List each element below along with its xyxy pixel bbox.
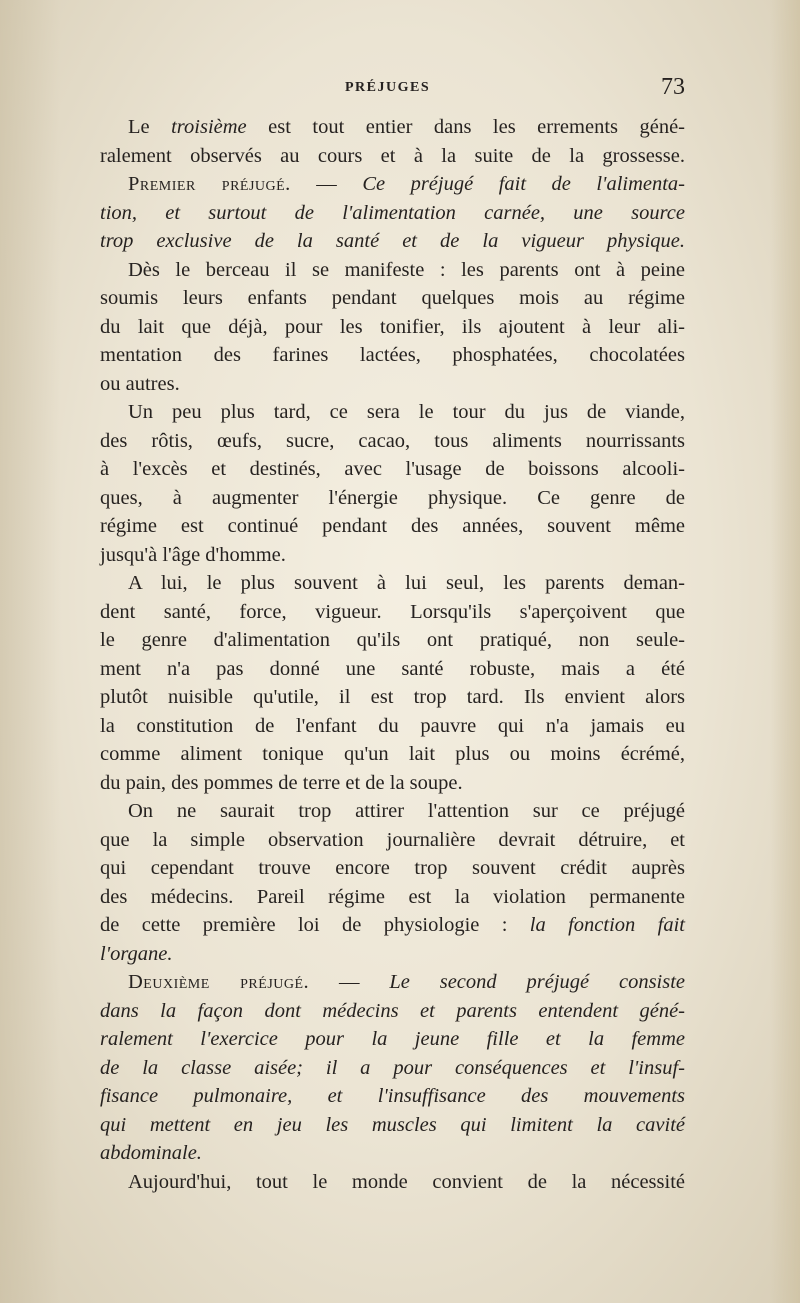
text-line: fisance pulmonaire, et l'insuffisance des mouvements xyxy=(100,1085,685,1107)
text-line: des rôtis, œufs, sucre, cacao, tous aliments nourrissants xyxy=(100,429,685,452)
text-line: dent santé, force, vigueur. Lorsqu'ils s'aperçoivent que xyxy=(100,600,685,623)
text-line: ou autres. xyxy=(100,372,180,395)
text-line: Dès le berceau il se manifeste : les parents ont à peine xyxy=(128,258,685,281)
body-text xyxy=(100,113,685,1196)
text-line: dans la façon dont médecins et parents entendent géné- xyxy=(100,999,685,1022)
text-line: Le troisième est tout entier dans les errements géné- xyxy=(128,116,685,138)
text-line: à l'excès et destinés, avec l'usage de boissons alcooli- xyxy=(100,458,685,480)
text-line: Un peu plus tard, ce sera le tour du jus de viande, xyxy=(128,401,685,423)
text-line: régime est continué pendant des années, souvent même xyxy=(100,515,685,537)
text-line: le genre d'alimentation qu'ils ont pratiqué, non seule- xyxy=(100,629,685,651)
text-line: Aujourd'hui, tout le monde convient de la nécessité xyxy=(128,1170,685,1193)
text-line: de la classe aisée; il a pour conséquences et l'insuf- xyxy=(100,1056,685,1079)
page-header xyxy=(100,74,685,104)
text-line: jusqu'à l'âge d'homme. xyxy=(100,543,286,566)
text-line: du pain, des pommes de terre et de la soupe. xyxy=(100,771,463,794)
text-line: que la simple observation journalière devrait détruire, et xyxy=(100,828,685,851)
text-line: ralement l'exercice pour la jeune fille et la femme xyxy=(100,1028,685,1050)
text-line: soumis leurs enfants pendant quelques mois au régime xyxy=(100,287,685,309)
text-line: qui mettent en jeu les muscles qui limitent la cavité xyxy=(100,1113,685,1136)
text-line: plutôt nuisible qu'utile, il est trop tard. Ils envient alors xyxy=(100,686,685,708)
page-shadow-left xyxy=(0,0,60,1303)
page-number: 73 xyxy=(661,74,685,100)
text-line: l'organe. xyxy=(100,942,173,965)
section-heading-line: Premier préjugé. — Ce préjugé fait de l'alimenta- xyxy=(128,173,686,195)
text-line: du lait que déjà, pour les tonifier, ils ajoutent à leur ali- xyxy=(100,315,685,338)
text-line: A lui, le plus souvent à lui seul, les parents deman- xyxy=(128,572,685,594)
text-line: des médecins. Pareil régime est la violation permanente xyxy=(100,885,685,908)
text-line: comme aliment tonique qu'un lait plus ou moins écrémé, xyxy=(100,743,685,765)
text-line: mentation des farines lactées, phosphatées, chocolatées xyxy=(100,344,685,366)
section-heading-line: Deuxième préjugé. — Le second préjugé consiste xyxy=(128,971,686,993)
text-line: ralement observés au cours et à la suite de la grossesse. xyxy=(100,144,685,167)
text-line: tion, et surtout de l'alimentation carnée, une source xyxy=(100,201,685,224)
text-line: ment n'a pas donné une santé robuste, mais a été xyxy=(100,657,685,680)
text-line: de cette première loi de physiologie : la fonction fait xyxy=(100,914,685,936)
section-label: Premier préjugé. xyxy=(128,173,291,195)
text-line: On ne saurait trop attirer l'attention sur ce préjugé xyxy=(128,800,685,822)
running-head: PRÉJUGES xyxy=(345,80,431,95)
text-line: trop exclusive de la santé et de la vigueur physique. xyxy=(100,230,685,252)
text-line: abdominale. xyxy=(100,1142,202,1164)
section-label: Deuxième préjugé. xyxy=(128,971,310,993)
text-line: qui cependant trouve encore trop souvent crédit auprès xyxy=(100,857,685,879)
page-shadow-right xyxy=(770,0,800,1303)
text-line: ques, à augmenter l'énergie physique. Ce genre de xyxy=(100,486,685,509)
text-line: la constitution de l'enfant du pauvre qui n'a jamais eu xyxy=(100,714,685,737)
